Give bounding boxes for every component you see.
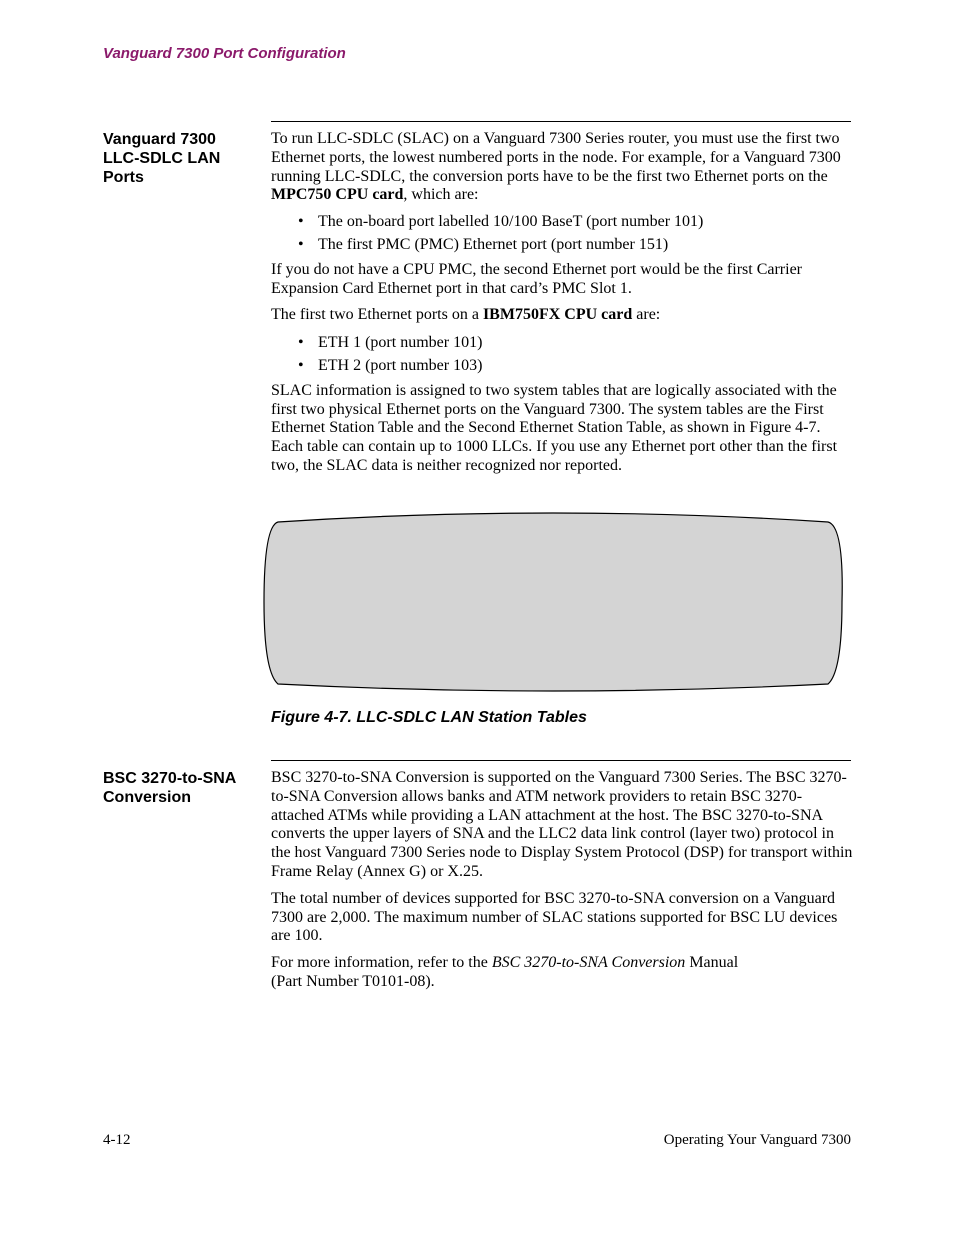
running-header: Vanguard 7300 Port Configuration [103,45,346,62]
paragraph: For more information, refer to the BSC 3270-to-SNA Conversion Manual (Part Number T0101-08). [271,954,739,990]
list-item: • ETH 2 (port number 103) [298,356,483,374]
section-rule [271,121,851,122]
heading-line: Vanguard 7300 [103,131,216,148]
paragraph: If you do not have a CPU PMC, the second Ethernet port would be the first Carrier Expansion Card Ethernet port in that card’s PMC Slot 1. [271,260,802,297]
paragraph: SLAC information is assigned to two system tables that are logically associated with the first two physical Ethernet ports on the Vanguard 7300. The system tables are the First Ethernet Station Table and the Second Ethernet Station Table, as shown in Figure 4-7. Each table can contain up to 1000 LLCs. If you use any Ethernet port other than the first two, the SLAC data is neither recognized nor reported. [271,381,838,474]
list-item: • The first PMC (PMC) Ethernet port (port number 151) [298,235,669,253]
list-item: • ETH 1 (port number 101) [298,334,483,352]
figure-shape [264,513,842,691]
bold-term: IBM750FX CPU card [482,306,633,324]
heading-line: BSC 3270-to-SNA [103,770,237,787]
bold-term: MPC750 CPU card [271,186,404,204]
list-item: • The on-board port labelled 10/100 BaseT (port number 101) [298,213,704,231]
paragraph: The first two Ethernet ports on a IBM750FX CPU card are: [271,306,661,324]
section-rule [271,760,851,761]
figure-station-tables [262,512,844,694]
figure-caption: Figure 4-7. LLC-SDLC LAN Station Tables [271,709,587,726]
italic-title: BSC 3270-to-SNA Conversion [491,954,686,972]
section-heading-slac [103,130,263,187]
section-heading-bsc [103,769,263,807]
book-title: Operating Your Vanguard 7300 [663,1132,851,1148]
heading-line: Ports [103,169,144,186]
heading-line: LLC-SDLC LAN [103,150,221,167]
paragraph: BSC 3270-to-SNA Conversion is supported on the Vanguard 7300 Series. The BSC 3270-to-SNA Conversion allows banks and ATM network providers to retain BSC 3270-attached ATMs while providing a LAN attachment at the host. The BSC 3270-to-SNA converts the upper layers of SNA and the LLC2 data link control (layer two) protocol in the host Vanguard 7300 Series node to Display System Protocol (DSP) for transport within Frame Relay (Annex G) or X.25. [271,769,853,880]
bullet-list [271,213,853,255]
section-body-bsc [271,769,853,1000]
page-number: 4-12 [103,1132,131,1148]
bullet-list [271,334,853,376]
paragraph: To run LLC-SDLC (SLAC) on a Vanguard 7300 Series router, you must use the first two Ethernet ports, the lowest numbered ports in the node. For example, for a Vanguard 7300 running LLC-SDLC, the conversion ports have to be the first two Ethernet ports on the MPC750 CPU card, which are: [271,130,841,204]
section-body-slac [271,130,853,484]
paragraph: The total number of devices supported for BSC 3270-to-SNA conversion on a Vanguard 7300 are 2,000. The maximum number of SLAC stations supported for BSC LU devices are 100. [271,889,838,945]
heading-line: Conversion [103,789,192,806]
